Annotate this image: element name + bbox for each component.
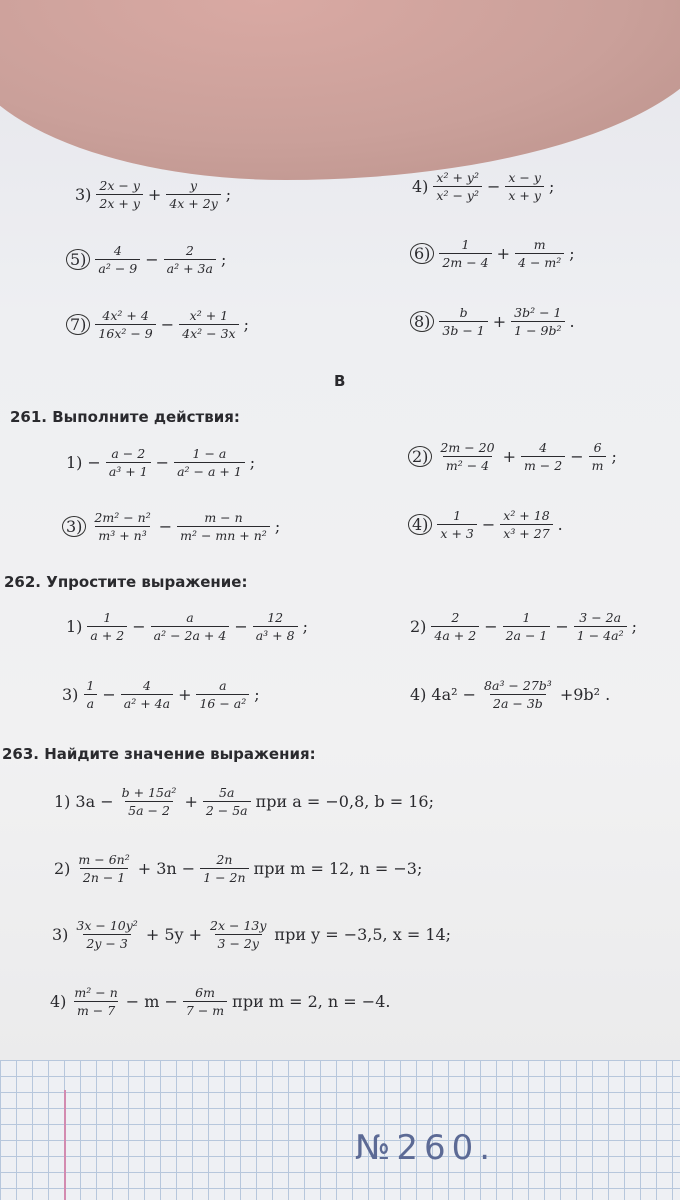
denominator: m [589,456,607,473]
fraction [75,852,132,885]
numerator: 1 [103,610,112,625]
numerator: 2 [451,610,460,625]
numerator: b [459,305,468,320]
fraction [177,510,270,543]
fraction [433,170,482,203]
denominator: 16 − a² [196,694,249,711]
fraction [71,985,120,1018]
item-number: 3) [75,185,92,204]
item-ending: ; [302,617,308,636]
denominator: m² − 4 [443,456,492,473]
numerator: 4 [142,678,151,693]
numerator: 4 [539,440,548,455]
denominator: 4a + 2 [431,626,479,643]
denominator: 3 − 2y [215,934,262,951]
problem-number: 263. [2,745,40,763]
denominator: a² + 3a [164,259,216,276]
operator: + 3n − [137,859,196,878]
fraction [207,918,269,951]
denominator: a² − 9 [95,259,140,276]
denominator: 3b − 1 [439,321,487,338]
operator: +9b² [559,685,601,704]
exercise-item [408,440,617,473]
denominator: 7 − m [183,1001,227,1018]
fraction [203,785,251,818]
denominator: 4x + 2y [166,194,220,211]
exercise-item [54,852,422,885]
fraction [95,243,140,276]
fraction [574,610,627,643]
fraction [121,678,173,711]
numerator: a [219,678,227,693]
numerator: 2 [185,243,194,258]
item-ending: при y = −3,5, x = 14; [274,925,452,944]
fraction [73,918,140,951]
fraction [83,678,97,711]
denominator: x² − y² [433,186,482,203]
denominator: 2y − 3 [83,934,130,951]
fraction [200,852,248,885]
fraction [87,610,127,643]
operator: + [496,244,511,263]
exercise-item [66,446,255,479]
operator: + [502,447,516,466]
numerator: 8a³ − 27b³ [484,678,552,693]
problem-title: Найдите значение выражения: [44,745,316,763]
item-number: 7) [66,314,90,335]
item-ending: при m = 2, n = −4. [232,992,391,1011]
numerator: y [190,178,198,193]
numerator: 2m² − n² [94,510,151,525]
fraction [95,308,155,341]
numerator: 3x − 10y² [76,918,138,933]
exercise-item [410,237,575,270]
item-number: 2) [410,617,427,636]
section-letter: В [334,372,346,390]
operator: − [158,517,173,536]
fraction [183,985,227,1018]
fraction [437,508,476,541]
operator: − [145,250,159,269]
denominator: a² − 2a + 4 [151,626,230,643]
operator: − [234,617,248,636]
item-ending: ; [220,250,227,269]
item-number: 5) [66,249,90,270]
numerator: 4x² + 4 [102,308,149,323]
fraction [439,237,491,270]
numerator: 1 [522,610,531,625]
numerator: m − n [204,510,243,525]
numerator: 4 [113,243,122,258]
denominator: 4x² − 3x [179,324,238,341]
operator: + [147,185,162,204]
denominator: 4 − m² [515,253,564,270]
denominator: m³ + n³ [95,526,149,543]
problem-title: Выполните действия: [52,408,240,426]
denominator: a [84,694,97,711]
fraction [106,446,151,479]
operator: − [570,447,584,466]
problem-header [4,573,247,591]
operator: − [486,177,501,196]
denominator: 2n − 1 [80,868,128,885]
operator: − [87,453,101,472]
fraction [515,237,564,270]
item-ending: ; [249,453,256,472]
handwritten-note: №260. [355,1128,497,1168]
fraction [119,785,180,818]
exercise-item [410,678,610,711]
fraction [151,610,230,643]
operator: 4a² − [431,685,477,704]
fraction [196,678,249,711]
exercise-item [62,510,280,543]
problem-number: 261. [10,408,48,426]
item-number: 4) [408,514,432,535]
fraction [439,305,487,338]
operator: − [102,685,116,704]
exercise-item [410,305,575,338]
item-ending: . [569,312,575,331]
exercise-item [50,985,390,1018]
fraction [481,678,555,711]
operator: − [481,515,496,534]
numerator: 1 − a [192,446,227,461]
fraction [505,170,544,203]
numerator: a [186,610,194,625]
denominator: m − 7 [74,1001,118,1018]
item-ending: ; [243,315,249,334]
item-number: 1) [66,453,83,472]
item-number: 3) [52,925,69,944]
numerator: b + 15a² [121,785,177,800]
numerator: x² + y² [436,170,479,185]
item-number: 2) [408,446,432,467]
numerator: x − y [508,170,541,185]
item-number: 4) [50,992,67,1011]
denominator: 2m − 4 [439,253,491,270]
fraction [431,610,479,643]
denominator: 2a − 1 [503,626,551,643]
denominator: x + y [505,186,544,203]
denominator: m − 2 [521,456,565,473]
fraction [589,440,607,473]
denominator: 16x² − 9 [95,324,155,341]
denominator: 2 − 5a [203,801,251,818]
exercise-item [66,308,249,341]
item-number: 3) [62,516,86,537]
item-ending: при a = −0,8, b = 16; [255,792,434,811]
operator: 3a − [75,792,114,811]
problem-header [10,408,240,426]
fraction [91,510,153,543]
numerator: m [533,237,546,252]
denominator: 1 − 9b² [511,321,564,338]
item-number: 8) [410,311,434,332]
operator: + 5y + [145,925,203,944]
item-number: 6) [410,243,434,264]
exercise-item [62,678,260,711]
item-number: 1) [54,792,71,811]
numerator: 12 [267,610,284,625]
item-number: 4) [410,685,427,704]
problem-header [2,745,316,763]
exercise-item [52,918,451,951]
exercise-item [54,785,434,818]
operator: − [155,453,170,472]
exercise-item [408,508,563,541]
numerator: 3 − 2a [579,610,622,625]
fraction [500,508,552,541]
fraction [164,243,216,276]
item-ending: ; [254,685,260,704]
fraction [521,440,565,473]
fraction [511,305,564,338]
operator: + [492,312,507,331]
fraction [437,440,497,473]
numerator: 6 [593,440,602,455]
item-ending: ; [274,517,281,536]
operator: − m − [125,992,178,1011]
notebook-margin-line [64,1090,66,1200]
exercise-item [75,178,231,211]
fraction [253,610,298,643]
item-ending: ; [611,447,617,466]
denominator: 2a − 3b [490,694,546,711]
denominator: m² − mn + n² [177,526,270,543]
numerator: x² + 1 [189,308,229,323]
operator: − [160,315,175,334]
fraction [166,178,220,211]
numerator: m² − n [74,985,118,1000]
operator: − [555,617,569,636]
exercise-item [412,170,554,203]
numerator: 2m − 20 [440,440,495,455]
numerator: 2x − 13y [210,918,267,933]
denominator: a² + 4a [121,694,173,711]
item-ending: ; [548,177,555,196]
item-ending: . [557,515,563,534]
numerator: 3b² − 1 [514,305,562,320]
exercise-item [410,610,637,643]
numerator: 1 [461,237,470,252]
exercise-item [66,243,226,276]
denominator: a³ + 1 [106,462,151,479]
problem-number: 262. [4,573,42,591]
numerator: 1 [453,508,462,523]
numerator: x² + 18 [503,508,550,523]
item-number: 4) [412,177,429,196]
denominator: x + 3 [437,524,476,541]
item-number: 1) [66,617,83,636]
problem-title: Упростите выражение: [46,573,248,591]
numerator: a − 2 [111,446,146,461]
fraction [503,610,551,643]
fraction [174,446,245,479]
denominator: x³ + 27 [500,524,552,541]
numerator: 1 [86,678,95,693]
item-number: 2) [54,859,71,878]
item-ending: ; [225,185,232,204]
denominator: 2x + y [96,194,143,211]
operator: + [178,685,192,704]
denominator: 1 − 4a² [574,626,627,643]
item-ending: ; [569,244,575,263]
denominator: a³ + 8 [253,626,298,643]
denominator: 1 − 2n [200,868,248,885]
numerator: m − 6n² [78,852,130,867]
numerator: 2x − y [99,178,140,193]
operator: + [184,792,198,811]
denominator: 5a − 2 [125,801,173,818]
operator: − [484,617,498,636]
item-ending: ; [631,617,637,636]
denominator: a² − a + 1 [174,462,245,479]
item-ending: . [605,685,611,704]
item-ending: при m = 12, n = −3; [253,859,423,878]
fraction [96,178,143,211]
notebook-grid [0,1060,680,1200]
operator: − [132,617,146,636]
item-number: 3) [62,685,79,704]
numerator: 6m [195,985,215,1000]
numerator: 2n [216,852,233,867]
exercise-item [66,610,308,643]
fraction [179,308,238,341]
numerator: 5a [219,785,235,800]
denominator: a + 2 [87,626,127,643]
